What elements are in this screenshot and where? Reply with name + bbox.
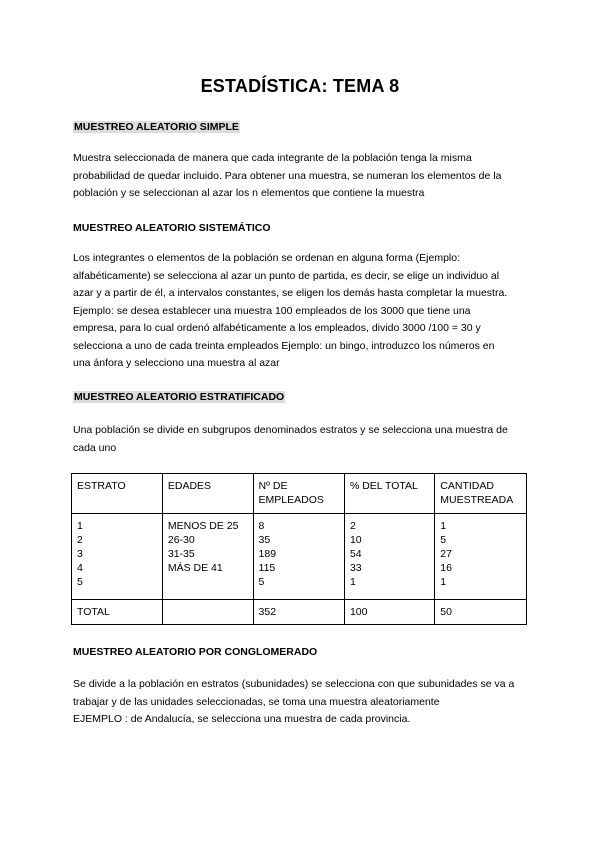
column-empleados (253, 514, 344, 600)
cell-value: 27 (440, 548, 452, 560)
heading-sistematico (73, 221, 271, 235)
column-cantidad (435, 514, 527, 600)
cell-value: 5 (258, 576, 265, 588)
heading-simple (73, 120, 240, 134)
cell-value: 35 (258, 534, 271, 546)
cell-value: 189 (258, 548, 277, 560)
table-row (72, 514, 527, 600)
heading-estratificado-text: MUESTREO ALEATORIO ESTRATIFICADO (74, 391, 285, 403)
cell-value: 16 (440, 562, 452, 574)
total-cell (162, 600, 253, 625)
cell-value: 1 (440, 520, 447, 532)
paragraph-line: Los integrantes o elementos de la población se ordenan en alguna forma (Ejemplo: (73, 252, 460, 264)
cell-value: 1 (440, 576, 447, 588)
paragraph-line: cada uno (73, 441, 117, 454)
cell-value: 2 (77, 534, 83, 546)
paragraph-line: Muestra seleccionada de manera que cada integrante de la población tenga la misma (73, 152, 472, 164)
header-cell (72, 474, 163, 514)
cell-value: 5 (440, 534, 447, 546)
heading-estratificado (73, 390, 285, 404)
strata-table (71, 473, 527, 625)
header-text: EMPLEADOS (258, 494, 324, 506)
paragraph-line: probabilidad de quedar incluido. Para obtener una muestra, se numeran los elementos de la (73, 169, 502, 182)
paragraph-line: trabajar y de las unidades seleccionadas, se toma una muestra aleatoriamente (73, 695, 440, 708)
cell-value: 31-35 (167, 548, 195, 560)
heading-simple-text: MUESTREO ALEATORIO SIMPLE (74, 121, 239, 133)
heading-conglomerado-text: MUESTREO ALEATORIO POR CONGLOMERADO (73, 646, 318, 658)
column-edades (162, 514, 253, 600)
heading-conglomerado (73, 645, 317, 659)
header-text: CANTIDAD (440, 480, 494, 492)
page-title: ESTADÍSTICA: TEMA 8 (200, 76, 400, 96)
cell-value: 3 (77, 548, 83, 560)
cell-value: 26-30 (167, 534, 195, 546)
header-cell (253, 474, 344, 514)
paragraph-line: una ánfora y selecciono una muestra al azar (73, 357, 280, 369)
cell-value: 5 (77, 576, 83, 588)
cell-value: 115 (258, 562, 276, 574)
column-porcentaje (344, 514, 434, 600)
cell-value: 2 (349, 520, 356, 532)
paragraph-sistematico (73, 250, 535, 373)
paragraph-line: Ejemplo: se desea establecer una muestra 100 empleados de los 3000 que tiene una (73, 304, 471, 317)
heading-sistematico-text: MUESTREO ALEATORIO SISTEMÁTICO (73, 222, 271, 234)
header-cell (344, 474, 434, 514)
cell-value: MÁS DE 41 (167, 562, 223, 574)
paragraph-line: población y se seleccionan al azar los n elementos que contiene la muestra (73, 187, 425, 199)
paragraph-estratificado (73, 422, 535, 457)
header-text: ESTRATO (77, 480, 126, 492)
cell-value (168, 575, 249, 589)
paragraph-line: selecciona a uno de cada treinta empleados Ejemplo: un bingo, introduzco los números en (73, 339, 495, 352)
paragraph-simple (73, 150, 535, 203)
cell-value: 10 (349, 534, 362, 546)
total-label: TOTAL (72, 600, 163, 625)
paragraph-line: azar y a partir de él, a intervalos constantes, se eligen los demás hasta completar la muestra. (73, 287, 508, 299)
cell-value: 1 (77, 520, 83, 532)
paragraph-line: EJEMPLO : de Andalucía, se selecciona una muestra de cada provincia. (73, 713, 411, 725)
header-cell (162, 474, 253, 514)
header-text: EDADES (167, 480, 212, 492)
cell-value: 54 (349, 548, 362, 560)
header-text: Nº DE (258, 480, 288, 492)
total-cell: 352 (253, 600, 344, 625)
paragraph-line: Una población se divide en subgrupos denominados estratos y se selecciona una muestra de (73, 424, 508, 436)
header-text: MUESTREADA (440, 494, 514, 506)
cell-value: 4 (77, 562, 83, 574)
paragraph-conglomerado (73, 676, 535, 729)
cell-value: 1 (349, 576, 356, 588)
table-header-row (72, 474, 527, 514)
paragraph-line: alfabéticamente) se selecciona al azar un punto de partida, es decir, se elige un individuo al (73, 269, 500, 282)
header-text: % DEL TOTAL (349, 480, 418, 492)
column-estrato (72, 514, 163, 600)
total-cell: 100 (344, 600, 434, 625)
cell-value: MENOS DE 25 (167, 520, 239, 532)
paragraph-line: empresa, para lo cual ordenó alfabéticamente a los empleados, divido 3000 /100 = 30 y (73, 322, 481, 334)
cell-value: 33 (349, 562, 362, 574)
table-total-row (72, 600, 527, 625)
total-cell: 50 (435, 600, 527, 625)
cell-value: 8 (258, 520, 265, 532)
header-cell (435, 474, 527, 514)
paragraph-line: Se divide a la población en estratos (subunidades) se selecciona con que subunidades se va a (73, 678, 515, 690)
